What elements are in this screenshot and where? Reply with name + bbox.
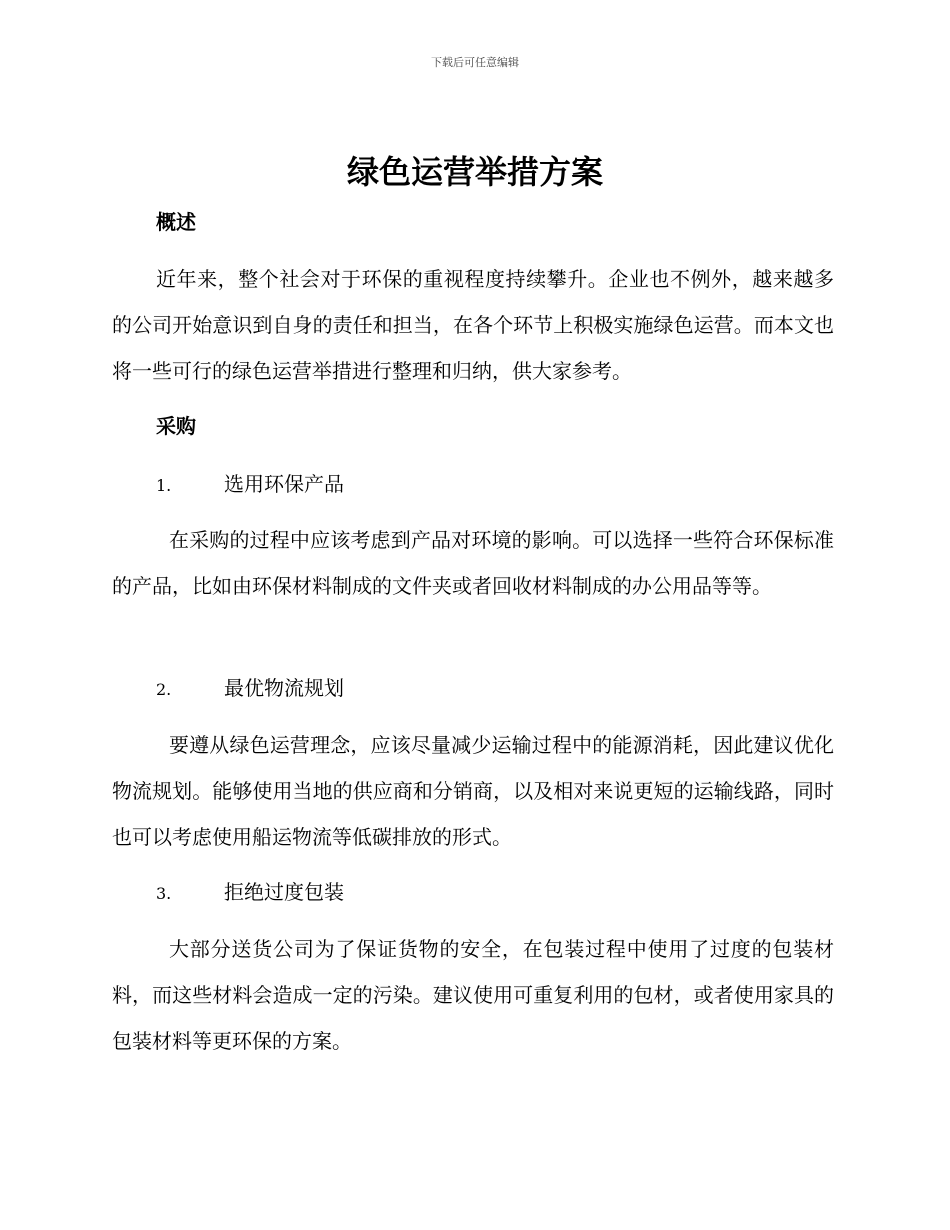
list-item-paragraph: 在采购的过程中应该考虑到产品对环境的影响。可以选择一些符合环保标准的产品，比如由环保材料制成的文件夹或者回收材料制成的办公用品等等。 <box>112 528 834 598</box>
list-item-number: 2. <box>156 680 172 699</box>
list-item-paragraph: 大部分送货公司为了保证货物的安全，在包装过程中使用了过度的包装材料，而这些材料会造成一定的污染。建议使用可重复利用的包材，或者使用家具的包装材料等更环保的方案。 <box>112 937 834 1053</box>
list-item-title: 最优物流规划 <box>224 676 344 700</box>
list-item-title: 选用环保产品 <box>224 472 344 496</box>
list-item-heading <box>156 877 344 909</box>
header-note: 下载后可任意编辑 <box>431 56 519 69</box>
section-heading-overview: 概述 <box>156 210 196 234</box>
list-item-number: 3. <box>156 884 172 903</box>
list-item-heading <box>156 469 344 501</box>
list-item-title: 拒绝过度包装 <box>224 880 344 904</box>
document-title: 绿色运营举措方案 <box>346 153 603 191</box>
section-heading-procurement: 采购 <box>156 414 196 438</box>
list-item-paragraph: 要遵从绿色运营理念，应该尽量减少运输过程中的能源消耗，因此建议优化物流规划。能够使用当地的供应商和分销商，以及相对来说更短的运输线路，同时也可以考虑使用船运物流等低碳排放的形式。 <box>112 733 834 849</box>
list-item-number: 1. <box>156 476 172 495</box>
list-item-heading <box>156 673 344 705</box>
overview-paragraph: 近年来，整个社会对于环保的重视程度持续攀升。企业也不例外，越来越多的公司开始意识到自身的责任和担当，在各个环节上积极实施绿色运营。而本文也将一些可行的绿色运营举措进行整理和归纳，供大家参考。 <box>112 267 834 383</box>
